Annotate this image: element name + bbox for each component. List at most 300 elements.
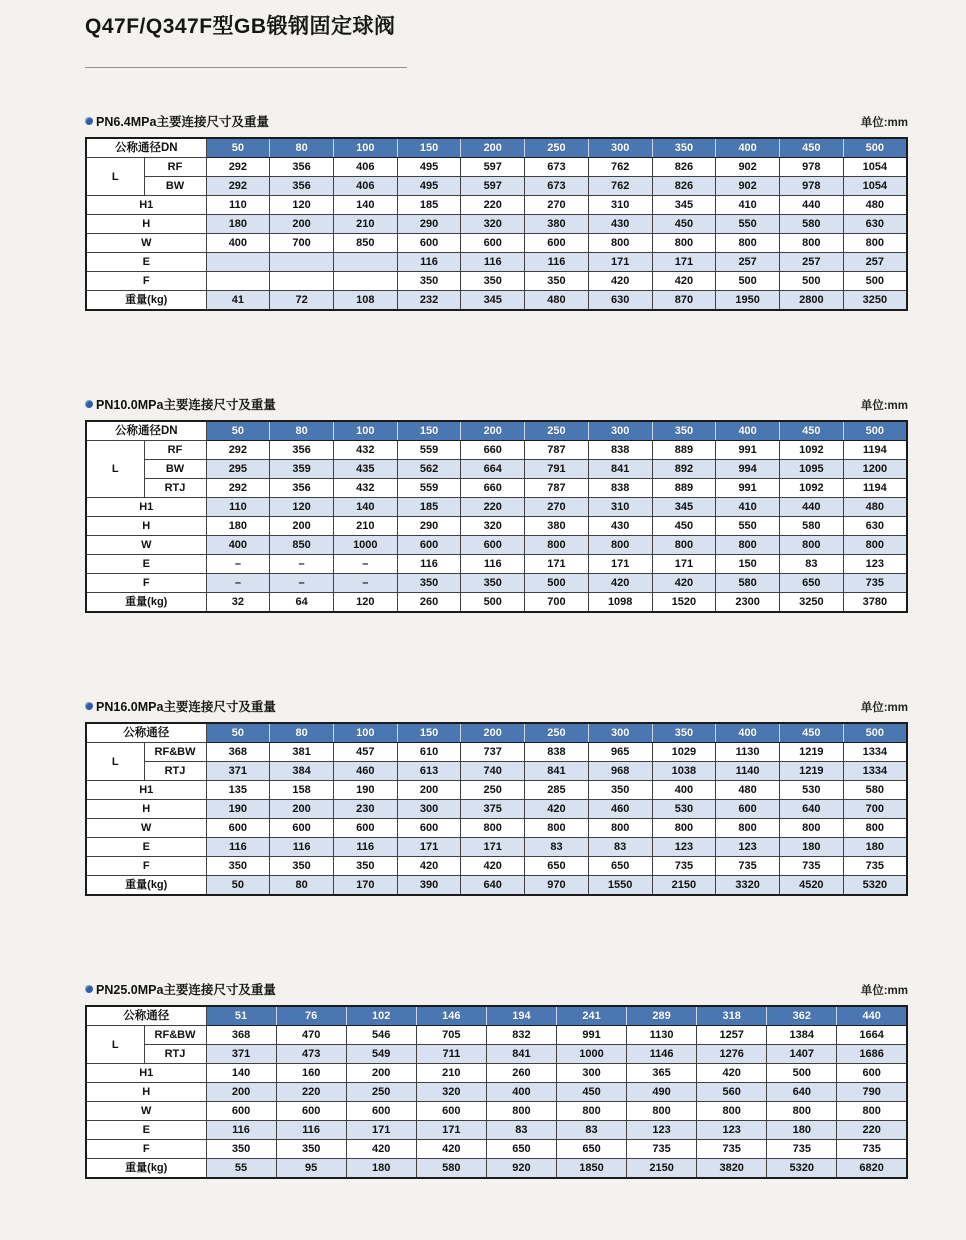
value-cell: 400 (486, 1083, 556, 1102)
value-cell: 787 (525, 441, 589, 460)
section-head (85, 697, 908, 715)
value-cell: 420 (525, 800, 589, 819)
value-cell: 359 (270, 460, 334, 479)
table-row (86, 291, 907, 311)
table-row (86, 253, 907, 272)
table-row (86, 838, 907, 857)
row-label: F (86, 857, 206, 876)
value-cell: 270 (525, 196, 589, 215)
value-cell: 1219 (779, 762, 843, 781)
value-cell: 210 (333, 215, 397, 234)
value-cell: 140 (333, 498, 397, 517)
value-cell: 220 (461, 196, 525, 215)
value-cell: 700 (525, 593, 589, 613)
value-cell: 495 (397, 158, 461, 177)
value-cell: 135 (206, 781, 270, 800)
value-cell: 978 (779, 177, 843, 196)
value-cell: 480 (843, 196, 907, 215)
value-cell: 1000 (556, 1045, 626, 1064)
value-cell: 1038 (652, 762, 716, 781)
value-cell: 562 (397, 460, 461, 479)
value-cell: 791 (525, 460, 589, 479)
value-cell: 160 (276, 1064, 346, 1083)
value-cell: 991 (556, 1026, 626, 1045)
row-label: F (86, 272, 206, 291)
value-cell: 530 (779, 781, 843, 800)
dn-column-header: 300 (588, 421, 652, 441)
section-title (85, 395, 276, 413)
dn-column-header: 500 (843, 723, 907, 743)
value-cell: 841 (486, 1045, 556, 1064)
value-cell: 1200 (843, 460, 907, 479)
value-cell: 368 (206, 1026, 276, 1045)
value-cell: 650 (588, 857, 652, 876)
row-label: H (86, 1083, 206, 1102)
value-cell: 841 (525, 762, 589, 781)
value-cell (270, 272, 334, 291)
value-cell: 350 (276, 1140, 346, 1159)
value-cell: 500 (779, 272, 843, 291)
value-cell: 368 (206, 743, 270, 762)
value-cell: 800 (779, 536, 843, 555)
section-title-text: PN25.0MPa主要连接尺寸及重量 (96, 983, 276, 997)
value-cell: 140 (333, 196, 397, 215)
value-cell: 292 (206, 158, 270, 177)
value-cell: 460 (333, 762, 397, 781)
value-cell: 310 (588, 196, 652, 215)
value-cell: 116 (333, 838, 397, 857)
row-label: RF&BW (144, 743, 206, 762)
section-pn16-0 (85, 697, 908, 896)
value-cell: 292 (206, 177, 270, 196)
row-label: H (86, 517, 206, 536)
value-cell: 1664 (837, 1026, 907, 1045)
value-cell: 440 (779, 196, 843, 215)
value-cell: 171 (346, 1121, 416, 1140)
table-row (86, 196, 907, 215)
table-row (86, 555, 907, 574)
spec-table-pn6-4 (85, 137, 908, 311)
value-cell: 185 (397, 498, 461, 517)
value-cell: 826 (652, 158, 716, 177)
value-cell: 735 (837, 1140, 907, 1159)
dn-column-header: 50 (206, 421, 270, 441)
value-cell: – (206, 574, 270, 593)
value-cell: 600 (270, 819, 334, 838)
corner-header: 公称通径 (86, 723, 206, 743)
value-cell (270, 253, 334, 272)
table-row (86, 574, 907, 593)
value-cell: 800 (767, 1102, 837, 1121)
value-cell: 800 (652, 819, 716, 838)
table-row (86, 215, 907, 234)
value-cell: 1054 (843, 177, 907, 196)
unit-label: 单位:mm (860, 985, 908, 997)
table-row (86, 800, 907, 819)
value-cell: 410 (716, 196, 780, 215)
value-cell: 380 (525, 215, 589, 234)
table-row (86, 762, 907, 781)
dn-column-header: 318 (697, 1006, 767, 1026)
value-cell: 800 (588, 234, 652, 253)
value-cell: 737 (461, 743, 525, 762)
value-cell: 32 (206, 593, 270, 613)
value-cell: 500 (525, 574, 589, 593)
section-title (85, 980, 276, 998)
dn-column-header: 400 (716, 421, 780, 441)
row-label: 重量(kg) (86, 593, 206, 613)
value-cell: 123 (697, 1121, 767, 1140)
row-label: H (86, 800, 206, 819)
dn-column-header: 80 (270, 723, 334, 743)
dn-column-header: 300 (588, 723, 652, 743)
value-cell: 400 (652, 781, 716, 800)
bullet-icon (85, 702, 93, 710)
value-cell: 630 (843, 517, 907, 536)
value-cell: 250 (461, 781, 525, 800)
value-cell: 72 (270, 291, 334, 311)
dn-column-header: 400 (716, 723, 780, 743)
value-cell: 257 (843, 253, 907, 272)
value-cell: 171 (652, 253, 716, 272)
value-cell: 2150 (627, 1159, 697, 1179)
section-title-text: PN6.4MPa主要连接尺寸及重量 (96, 115, 269, 129)
dn-column-header: 146 (416, 1006, 486, 1026)
section-pn25-0 (85, 980, 908, 1179)
value-cell: 490 (627, 1083, 697, 1102)
value-cell: 200 (397, 781, 461, 800)
value-cell: 735 (627, 1140, 697, 1159)
value-cell: 350 (525, 272, 589, 291)
row-label: W (86, 819, 206, 838)
value-cell: 640 (461, 876, 525, 896)
table-row (86, 498, 907, 517)
value-cell: 430 (588, 517, 652, 536)
value-cell: – (333, 574, 397, 593)
value-cell: 356 (270, 158, 334, 177)
value-cell: 600 (416, 1102, 486, 1121)
value-cell: 3250 (779, 593, 843, 613)
value-cell: 800 (716, 819, 780, 838)
table-row (86, 517, 907, 536)
dn-column-header: 241 (556, 1006, 626, 1026)
value-cell: 371 (206, 762, 270, 781)
table-row (86, 1140, 907, 1159)
value-cell: 800 (652, 536, 716, 555)
section-head (85, 980, 908, 998)
value-cell: 970 (525, 876, 589, 896)
value-cell: 320 (461, 517, 525, 536)
value-cell: 600 (461, 536, 525, 555)
dn-column-header: 50 (206, 138, 270, 158)
row-label: RF&BW (144, 1026, 206, 1045)
value-cell: 5320 (843, 876, 907, 896)
value-cell: 116 (397, 253, 461, 272)
value-cell: 800 (843, 536, 907, 555)
value-cell: 83 (556, 1121, 626, 1140)
value-cell: 220 (461, 498, 525, 517)
value-cell: 1194 (843, 479, 907, 498)
unit-label: 单位:mm (860, 117, 908, 129)
value-cell: 116 (461, 253, 525, 272)
value-cell: 735 (697, 1140, 767, 1159)
value-cell: 3250 (843, 291, 907, 311)
value-cell: 171 (525, 555, 589, 574)
value-cell: 673 (525, 158, 589, 177)
value-cell: 460 (588, 800, 652, 819)
value-cell: 1098 (588, 593, 652, 613)
value-cell: 826 (652, 177, 716, 196)
value-cell: 640 (779, 800, 843, 819)
section-title-text: PN16.0MPa主要连接尺寸及重量 (96, 700, 276, 714)
value-cell: 735 (779, 857, 843, 876)
value-cell: 600 (206, 819, 270, 838)
dn-column-header: 450 (779, 421, 843, 441)
value-cell: 350 (397, 574, 461, 593)
value-cell: 580 (779, 215, 843, 234)
value-cell: 120 (333, 593, 397, 613)
value-cell: 123 (652, 838, 716, 857)
value-cell: 180 (779, 838, 843, 857)
value-cell: 968 (588, 762, 652, 781)
value-cell: 559 (397, 441, 461, 460)
value-cell: 495 (397, 177, 461, 196)
value-cell: 660 (461, 441, 525, 460)
value-cell: 420 (588, 272, 652, 291)
row-label: H1 (86, 781, 206, 800)
dn-column-header: 150 (397, 138, 461, 158)
value-cell: 735 (652, 857, 716, 876)
value-cell: 559 (397, 479, 461, 498)
table-row (86, 1045, 907, 1064)
value-cell: 850 (333, 234, 397, 253)
value-cell: – (333, 555, 397, 574)
section-head (85, 395, 908, 413)
dn-column-header: 80 (270, 138, 334, 158)
value-cell: 650 (525, 857, 589, 876)
dn-column-header: 51 (206, 1006, 276, 1026)
value-cell: 597 (461, 177, 525, 196)
value-cell: 1000 (333, 536, 397, 555)
value-cell: 108 (333, 291, 397, 311)
value-cell: 190 (333, 781, 397, 800)
row-label: RTJ (144, 1045, 206, 1064)
value-cell: 580 (416, 1159, 486, 1179)
value-cell: 800 (461, 819, 525, 838)
value-cell: 350 (333, 857, 397, 876)
value-cell: 600 (837, 1064, 907, 1083)
value-cell: 1029 (652, 743, 716, 762)
value-cell: – (270, 555, 334, 574)
value-cell: 120 (270, 498, 334, 517)
value-cell: 965 (588, 743, 652, 762)
table-row (86, 272, 907, 291)
value-cell: 892 (652, 460, 716, 479)
value-cell: 200 (270, 215, 334, 234)
value-cell: 600 (397, 536, 461, 555)
value-cell: 123 (843, 555, 907, 574)
value-cell: 580 (843, 781, 907, 800)
value-cell: 1276 (697, 1045, 767, 1064)
value-cell (333, 272, 397, 291)
value-cell: 380 (525, 517, 589, 536)
dn-column-header: 250 (525, 138, 589, 158)
value-cell: 735 (843, 857, 907, 876)
value-cell: 3780 (843, 593, 907, 613)
value-cell: 140 (206, 1064, 276, 1083)
unit-label: 单位:mm (860, 702, 908, 714)
value-cell: 1054 (843, 158, 907, 177)
value-cell: 55 (206, 1159, 276, 1179)
value-cell: 350 (461, 272, 525, 291)
value-cell: 356 (270, 479, 334, 498)
value-cell: 180 (346, 1159, 416, 1179)
value-cell: 260 (397, 593, 461, 613)
dn-column-header: 194 (486, 1006, 556, 1026)
value-cell: 735 (716, 857, 780, 876)
value-cell: 994 (716, 460, 780, 479)
corner-header: 公称通径DN (86, 421, 206, 441)
table-row (86, 781, 907, 800)
value-cell (206, 272, 270, 291)
row-label: RTJ (144, 762, 206, 781)
table-row (86, 1102, 907, 1121)
value-cell: – (206, 555, 270, 574)
value-cell: 600 (276, 1102, 346, 1121)
row-label: H1 (86, 1064, 206, 1083)
value-cell: 470 (276, 1026, 346, 1045)
value-cell: 600 (525, 234, 589, 253)
value-cell: 356 (270, 177, 334, 196)
value-cell: 83 (588, 838, 652, 857)
value-cell: 435 (333, 460, 397, 479)
value-cell: 1520 (652, 593, 716, 613)
value-cell: 420 (461, 857, 525, 876)
value-cell: 740 (461, 762, 525, 781)
value-cell: 116 (206, 1121, 276, 1140)
row-label: RF (144, 158, 206, 177)
dn-column-header: 50 (206, 723, 270, 743)
value-cell: 257 (779, 253, 843, 272)
row-label: 重量(kg) (86, 291, 206, 311)
table-row (86, 876, 907, 896)
value-cell: 450 (556, 1083, 626, 1102)
value-cell: 220 (276, 1083, 346, 1102)
value-cell: 450 (652, 215, 716, 234)
value-cell: 2800 (779, 291, 843, 311)
value-cell: 664 (461, 460, 525, 479)
value-cell: 250 (346, 1083, 416, 1102)
value-cell: 1194 (843, 441, 907, 460)
dn-column-header: 102 (346, 1006, 416, 1026)
value-cell: 991 (716, 479, 780, 498)
value-cell: 700 (843, 800, 907, 819)
table-row (86, 441, 907, 460)
value-cell: 110 (206, 196, 270, 215)
value-cell: 1130 (627, 1026, 697, 1045)
page-title: Q47F/Q347F型GB锻钢固定球阀 (85, 15, 396, 38)
row-label: F (86, 574, 206, 593)
value-cell: 292 (206, 479, 270, 498)
value-cell: 171 (416, 1121, 486, 1140)
value-cell: 800 (652, 234, 716, 253)
value-cell: 800 (843, 819, 907, 838)
value-cell: 230 (333, 800, 397, 819)
value-cell: 345 (652, 498, 716, 517)
value-cell: 991 (716, 441, 780, 460)
table-row (86, 460, 907, 479)
dn-column-header: 450 (779, 723, 843, 743)
value-cell: 350 (397, 272, 461, 291)
row-group-label: L (86, 441, 144, 498)
dn-column-header: 362 (767, 1006, 837, 1026)
value-cell: 200 (206, 1083, 276, 1102)
dn-column-header: 150 (397, 723, 461, 743)
value-cell: 850 (270, 536, 334, 555)
value-cell: 171 (652, 555, 716, 574)
value-cell: 450 (652, 517, 716, 536)
value-cell: 356 (270, 441, 334, 460)
value-cell: 420 (652, 574, 716, 593)
value-cell: 800 (486, 1102, 556, 1121)
value-cell: 190 (206, 800, 270, 819)
value-cell: 350 (461, 574, 525, 593)
value-cell: 800 (525, 819, 589, 838)
value-cell: 673 (525, 177, 589, 196)
value-cell: 1407 (767, 1045, 837, 1064)
value-cell: 838 (588, 441, 652, 460)
dn-column-header: 200 (461, 723, 525, 743)
value-cell: 1130 (716, 743, 780, 762)
value-cell: 420 (697, 1064, 767, 1083)
value-cell: 290 (397, 517, 461, 536)
value-cell: 838 (525, 743, 589, 762)
dn-column-header: 400 (716, 138, 780, 158)
table-row (86, 1083, 907, 1102)
value-cell: 420 (346, 1140, 416, 1159)
value-cell: 800 (779, 819, 843, 838)
dn-column-header: 300 (588, 138, 652, 158)
dn-column-header: 100 (333, 723, 397, 743)
value-cell: 292 (206, 441, 270, 460)
value-cell: 171 (588, 253, 652, 272)
dn-column-header: 200 (461, 138, 525, 158)
dn-column-header: 440 (837, 1006, 907, 1026)
value-cell: 116 (461, 555, 525, 574)
value-cell (333, 253, 397, 272)
unit-label: 单位:mm (860, 400, 908, 412)
title-divider (85, 67, 407, 68)
row-group-label: L (86, 743, 144, 781)
spec-table-pn10-0 (85, 420, 908, 613)
value-cell: 420 (652, 272, 716, 291)
value-cell: 80 (270, 876, 334, 896)
value-cell: 406 (333, 158, 397, 177)
value-cell: 600 (346, 1102, 416, 1121)
row-label: H (86, 215, 206, 234)
row-label: 重量(kg) (86, 1159, 206, 1179)
dn-column-header: 100 (333, 421, 397, 441)
value-cell: 110 (206, 498, 270, 517)
value-cell: 210 (416, 1064, 486, 1083)
section-title (85, 697, 276, 715)
value-cell: 116 (270, 838, 334, 857)
value-cell: 345 (652, 196, 716, 215)
value-cell: 420 (416, 1140, 486, 1159)
table-row (86, 1121, 907, 1140)
value-cell: 650 (556, 1140, 626, 1159)
dn-column-header: 350 (652, 138, 716, 158)
